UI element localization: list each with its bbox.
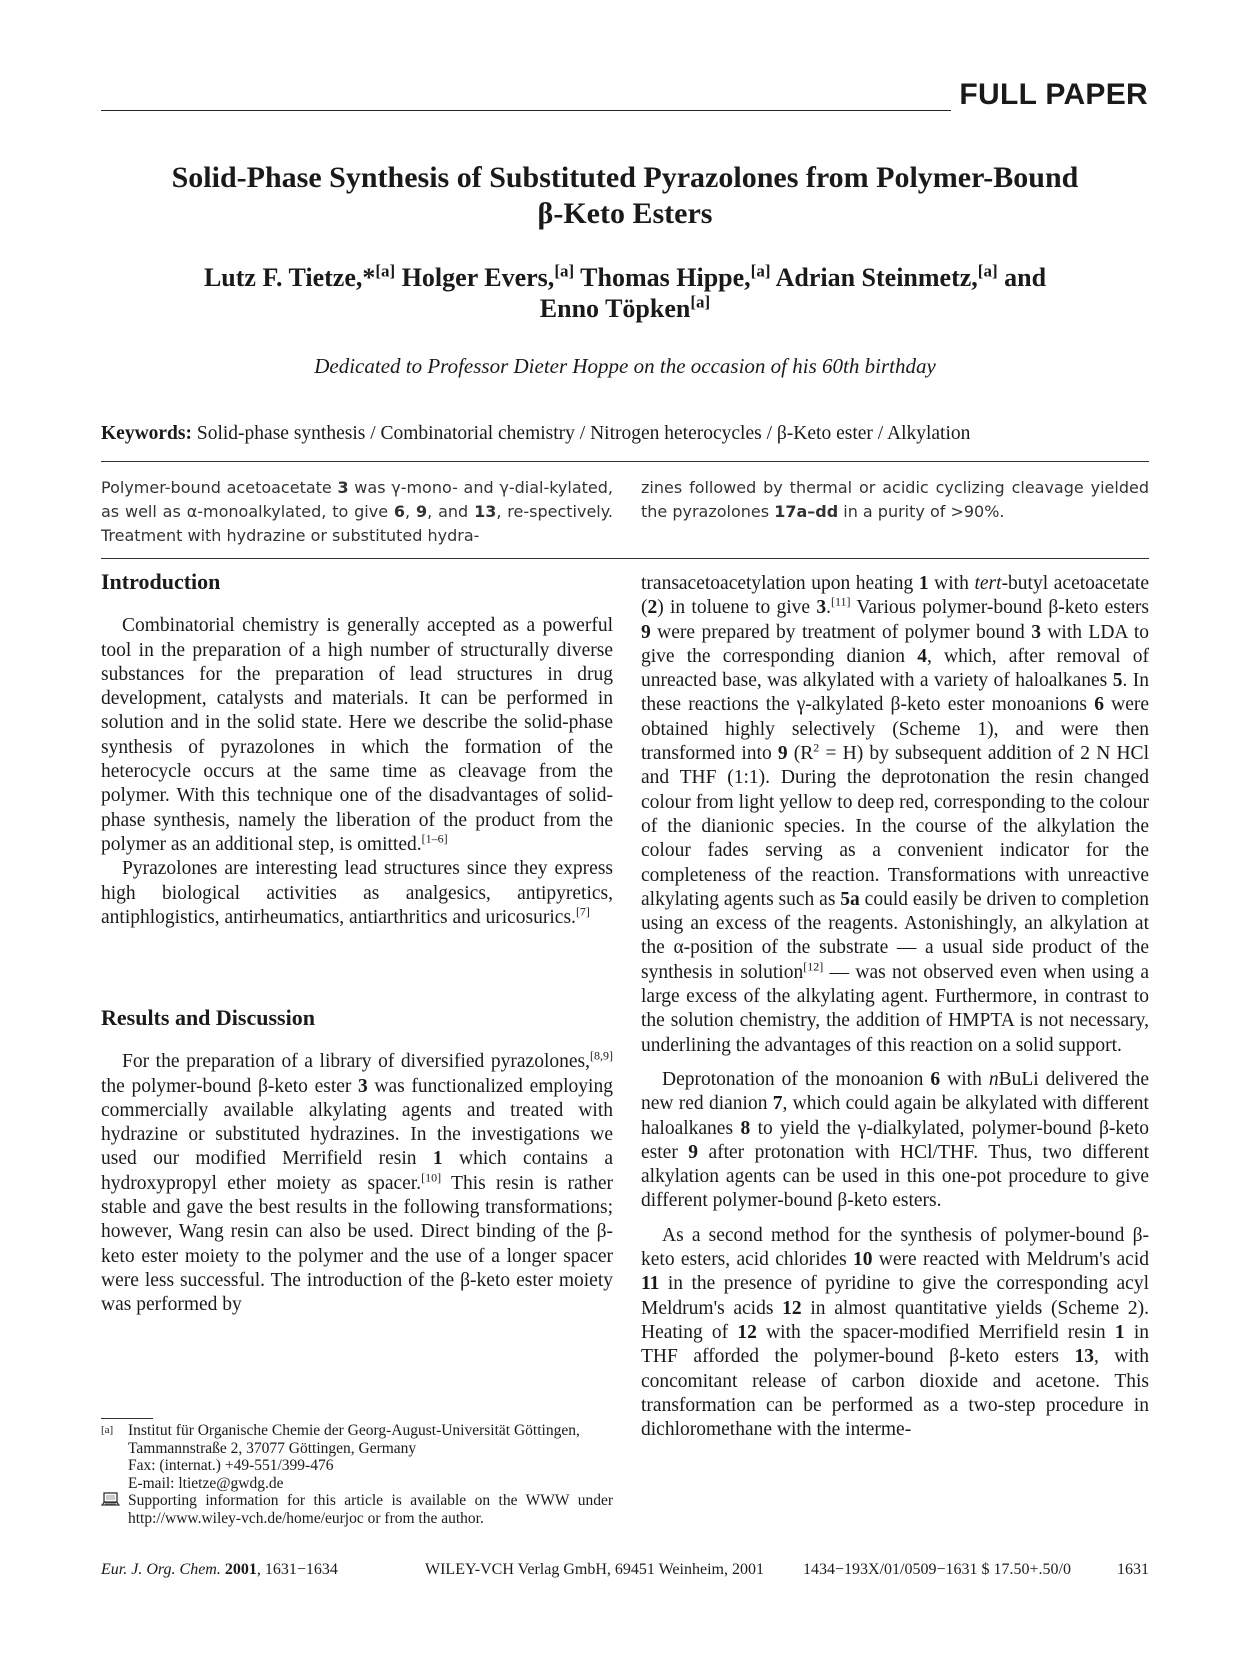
paragraph-text: N bbox=[1096, 743, 1111, 765]
paragraph-text: BuLi delivered the new red dianion bbox=[641, 1068, 1150, 1115]
right-paragraph-2 bbox=[641, 1068, 1149, 1214]
journal-citation bbox=[101, 1561, 338, 1579]
paragraph-text: -butyl acetoacetate ( bbox=[641, 573, 1149, 619]
abstract-text: , bbox=[405, 502, 416, 521]
title-line-1: Solid-Phase Synthesis of Substituted Pyrazolones from Polymer-Bound bbox=[171, 161, 1079, 194]
affiliation-line: Institut für Organische Chemie der Georg-August-Universität Göttingen, bbox=[128, 1422, 580, 1439]
affiliation-mark: [a] bbox=[690, 292, 711, 312]
author: Holger Evers, bbox=[401, 263, 555, 292]
results-section bbox=[101, 1006, 613, 1318]
abstract-right bbox=[641, 476, 1149, 524]
citation: [7] bbox=[575, 904, 590, 919]
journal-name: Eur. J. Org. Chem. bbox=[101, 1561, 221, 1578]
affiliation-line: E-mail: ltietze@gwdg.de bbox=[128, 1474, 284, 1492]
left-column bbox=[101, 570, 613, 930]
compound-ref: 3 bbox=[816, 597, 827, 619]
author: Thomas Hippe, bbox=[580, 263, 751, 292]
article-code: 1434−193X/01/0509−1631 $ 17.50+.50/0 bbox=[803, 1561, 1071, 1578]
paragraph-text: Combinatorial chemistry is generally accepted as a powerful tool in the preparation of a high number of structurally diverse substances for the preparation of lead structures in drug development, catalysts and materials. It can be performed in solution and in the solid state. Here we describe the solid-phase synthesis of pyrazolones in which the formation of the heterocycle occurs at the same time as cleavage from the polymer. With this technique one of the disadvantages of solid-phase synthesis, namely the liberation of the product from the polymer as an additional step, is omitted. bbox=[101, 615, 613, 855]
right-paragraph-1 bbox=[641, 572, 1149, 1058]
affiliation-footnote bbox=[101, 1422, 613, 1492]
intro-paragraph-1 bbox=[101, 614, 613, 857]
compound-ref: 1 bbox=[432, 1148, 443, 1170]
author: Lutz F. Tietze,* bbox=[203, 263, 376, 292]
paragraph-text: tert bbox=[974, 573, 1002, 594]
affiliation-mark: [a] bbox=[375, 261, 396, 281]
keywords-text: Solid-phase synthesis / Combinatorial chemistry / Nitrogen heterocycles / β-Keto ester / Alkylation bbox=[196, 423, 971, 444]
abstract-rule bbox=[101, 558, 1149, 559]
abstract-text: in a purity of >90%. bbox=[838, 502, 1005, 521]
keywords-label: Keywords: bbox=[101, 423, 192, 444]
paragraph-text: n bbox=[988, 1068, 999, 1090]
supporting-info-text: Supporting information for this article is available on the WWW under http://www.wiley-vch.de/home/eurjoc or from the author. bbox=[128, 1492, 613, 1527]
paragraph-text: As a second method for the synthesis of polymer-bound β-keto esters, acid chlorides bbox=[641, 1224, 1149, 1271]
compound-ref: 13 bbox=[474, 502, 497, 521]
compound-ref: 9 bbox=[688, 1141, 698, 1163]
compound-ref: 17a–dd bbox=[774, 502, 839, 521]
compound-ref: 11 bbox=[641, 1273, 660, 1295]
journal-pages: , 1631−1634 bbox=[256, 1561, 338, 1578]
abstract-text: Polymer-bound acetoacetate bbox=[101, 478, 338, 497]
footnote-rule bbox=[101, 1418, 153, 1419]
paragraph-text: with the spacer-modified Merrifield resin bbox=[756, 1321, 1115, 1343]
results-paragraph-1 bbox=[101, 1050, 613, 1317]
keywords-rule bbox=[101, 461, 1149, 462]
superscript: 2 bbox=[813, 740, 820, 755]
compound-ref: 8 bbox=[740, 1117, 751, 1139]
compound-ref: 9 bbox=[777, 743, 788, 765]
paragraph-text: Pyrazolones are interesting lead structures since they express high biological activities as analgesics, antipyretics, antiphlogistics, antirheumatics, antiarthritics and uricosurics. bbox=[101, 858, 613, 928]
paragraph-text: to yield the γ-dialkylated, polymer-bound β-keto ester bbox=[641, 1117, 1150, 1163]
header-rule bbox=[101, 110, 951, 111]
paragraph-text: — was not observed even when using a large excess of the alkylating agent. Furthermore, in contrast to the solution chemistry, the addition of HMPTA is not necessary, underlining the advantages of this reaction on a solid support. bbox=[641, 961, 1149, 1056]
paragraph-text: HCl and THF (1:1). During the deprotonation the resin changed colour from light yellow to deep red, corresponding to the colour of the dianionic species. In the course of the alkylation the colour fades serving as a convenient indicator for the completeness of the reaction. Transformations with unreactive alkylating agents such as bbox=[641, 743, 1149, 910]
paragraph-text: in THF afforded the polymer-bound β-keto esters bbox=[641, 1321, 1149, 1368]
abstract-text: , re-spectively. Treatment with hydrazine or substituted hydra- bbox=[101, 502, 614, 545]
paragraph-text: with bbox=[940, 1068, 989, 1090]
compound-ref: 6 bbox=[1094, 694, 1104, 716]
compound-ref: 3 bbox=[358, 1075, 368, 1097]
paragraph-text: , which could again be alkylated with different haloalkanes bbox=[641, 1093, 1149, 1139]
paragraph-text: the polymer-bound β-keto ester bbox=[101, 1075, 359, 1097]
paragraph-text: which contains a hydroxypropyl ether moiety as spacer. bbox=[101, 1148, 613, 1194]
right-column bbox=[641, 572, 1149, 1442]
paragraph-text: This resin is rather stable and gave the best results in the following transformations; however, Wang resin can also be used. Direct binding of the β-keto ester moiety to the polymer and the use of a longer spacer were less successful. The introduction of the β-keto ester moiety was performed by bbox=[101, 1172, 613, 1316]
paragraph-text: were obtained highly selectively (Scheme 1), and were then transformed into bbox=[641, 694, 1149, 765]
paragraph-text: Deprotonation of the monoanion bbox=[662, 1068, 931, 1090]
citation: [12] bbox=[803, 959, 824, 974]
title-line-2: β-Keto Esters bbox=[537, 197, 713, 230]
citation: [11] bbox=[830, 594, 851, 609]
section-heading-introduction: Introduction bbox=[101, 569, 221, 594]
paragraph-text: Various polymer-bound β-keto esters bbox=[850, 597, 1149, 619]
compound-ref: 13 bbox=[1074, 1346, 1094, 1368]
author: Adrian Steinmetz, bbox=[775, 263, 978, 292]
compound-ref: 1 bbox=[918, 573, 929, 594]
compound-ref: 3 bbox=[337, 478, 349, 497]
citation: [10] bbox=[421, 1170, 442, 1185]
paragraph-text: with LDA to give the corresponding dianion bbox=[641, 621, 1149, 667]
computer-icon bbox=[101, 1492, 128, 1527]
paragraph-text: after protonation with HCl/THF. Thus, two different alkylation agents can be used in this one-pot procedure to give different polymer-bound β-keto esters. bbox=[641, 1141, 1149, 1212]
compound-ref: 5 bbox=[1112, 670, 1123, 692]
paragraph-text: was functionalized employing commercially available alkylating agents and treated with hydrazine or substituted hydrazines. In the investigations we used our modified Merrifield resin bbox=[101, 1075, 613, 1170]
compound-ref: 12 bbox=[737, 1321, 757, 1343]
paragraph-text: transacetoacetylation upon heating bbox=[641, 573, 919, 594]
paragraph-text: ) in toluene to give bbox=[657, 597, 817, 619]
paragraph-text: For the preparation of a library of diversified pyrazolones, bbox=[122, 1051, 590, 1073]
citation: [8,9] bbox=[590, 1048, 613, 1063]
compound-ref: 9 bbox=[641, 621, 651, 643]
paragraph-text: = H) by subsequent addition of 2 bbox=[819, 743, 1097, 765]
intro-paragraph-2 bbox=[101, 857, 613, 930]
paragraph-text: with bbox=[928, 573, 975, 594]
affiliation-mark: [a] bbox=[554, 261, 575, 281]
compound-ref: 9 bbox=[416, 502, 428, 521]
section-label: FULL PAPER bbox=[959, 78, 1148, 111]
compound-ref: 5a bbox=[840, 888, 860, 910]
compound-ref: 6 bbox=[393, 502, 406, 521]
supporting-info-footnote bbox=[101, 1492, 613, 1527]
author-conjunction: and bbox=[1004, 263, 1047, 292]
compound-ref: 2 bbox=[647, 597, 658, 619]
compound-ref: 1 bbox=[1114, 1321, 1125, 1343]
compound-ref: 7 bbox=[772, 1093, 783, 1115]
paragraph-text: were reacted with Meldrum's acid bbox=[872, 1249, 1149, 1271]
compound-ref: 10 bbox=[853, 1249, 873, 1271]
keywords bbox=[101, 423, 970, 445]
section-heading-results: Results and Discussion bbox=[101, 1005, 315, 1030]
paragraph-text: . bbox=[826, 597, 831, 619]
abstract-text: was γ-mono- and γ-dial-kylated, as well as α-monoalkylated, to give bbox=[101, 478, 613, 521]
author: Enno Töpken bbox=[539, 294, 691, 323]
paragraph-text: in the presence of pyridine to give the corresponding acyl Meldrum's acids bbox=[641, 1273, 1149, 1319]
paragraph-text: (R bbox=[787, 743, 814, 765]
dedication: Dedicated to Professor Dieter Hoppe on the occasion of his 60th birthday bbox=[314, 354, 936, 378]
publisher: WILEY-VCH Verlag GmbH, 69451 Weinheim, 2001 bbox=[425, 1561, 764, 1578]
affiliation-mark: [a] bbox=[101, 1424, 114, 1436]
abstract-text: , and bbox=[427, 502, 475, 521]
affiliation-line: Tammannstraße 2, 37077 Göttingen, Germany bbox=[128, 1439, 417, 1457]
compound-ref: 12 bbox=[782, 1297, 802, 1319]
affiliation-line: Fax: (internat.) +49-551/399-476 bbox=[128, 1457, 334, 1475]
paragraph-text: in almost quantitative yields (Scheme 2). Heating of bbox=[641, 1297, 1150, 1343]
abstract-left bbox=[101, 476, 613, 548]
paragraph-text: could easily be driven to completion using an excess of the reagents. Astonishingly, an alkylation at the α-position of the substrate — a usual side product of the synthesis in solution bbox=[641, 888, 1149, 983]
journal-year: 2001 bbox=[224, 1561, 257, 1578]
affiliation-mark: [a] bbox=[750, 261, 771, 281]
compound-ref: 3 bbox=[1031, 621, 1041, 643]
abstract-text: zines followed by thermal or acidic cyclizing cleavage yielded the pyrazolones bbox=[641, 478, 1149, 521]
affiliation-mark: [a] bbox=[977, 261, 998, 281]
footnotes bbox=[101, 1422, 613, 1528]
paragraph-text: . In these reactions the γ-alkylated β-keto ester monoanions bbox=[641, 670, 1149, 716]
compound-ref: 6 bbox=[930, 1068, 941, 1090]
paragraph-text: , with concomitant release of carbon dioxide and acetone. This transformation can be performed as a two-step procedure in dichloromethane with the interme- bbox=[641, 1346, 1149, 1441]
compound-ref: 4 bbox=[917, 645, 927, 667]
article-title bbox=[120, 160, 1130, 232]
paragraph-text: , which, after removal of unreacted base, was alkylated with a variety of haloalkanes bbox=[641, 645, 1149, 692]
right-paragraph-3 bbox=[641, 1224, 1149, 1443]
page-number: 1631 bbox=[1117, 1561, 1149, 1578]
paragraph-text: were prepared by treatment of polymer bound bbox=[650, 621, 1032, 643]
citation: [1–6] bbox=[421, 831, 448, 846]
author-list bbox=[120, 262, 1130, 324]
